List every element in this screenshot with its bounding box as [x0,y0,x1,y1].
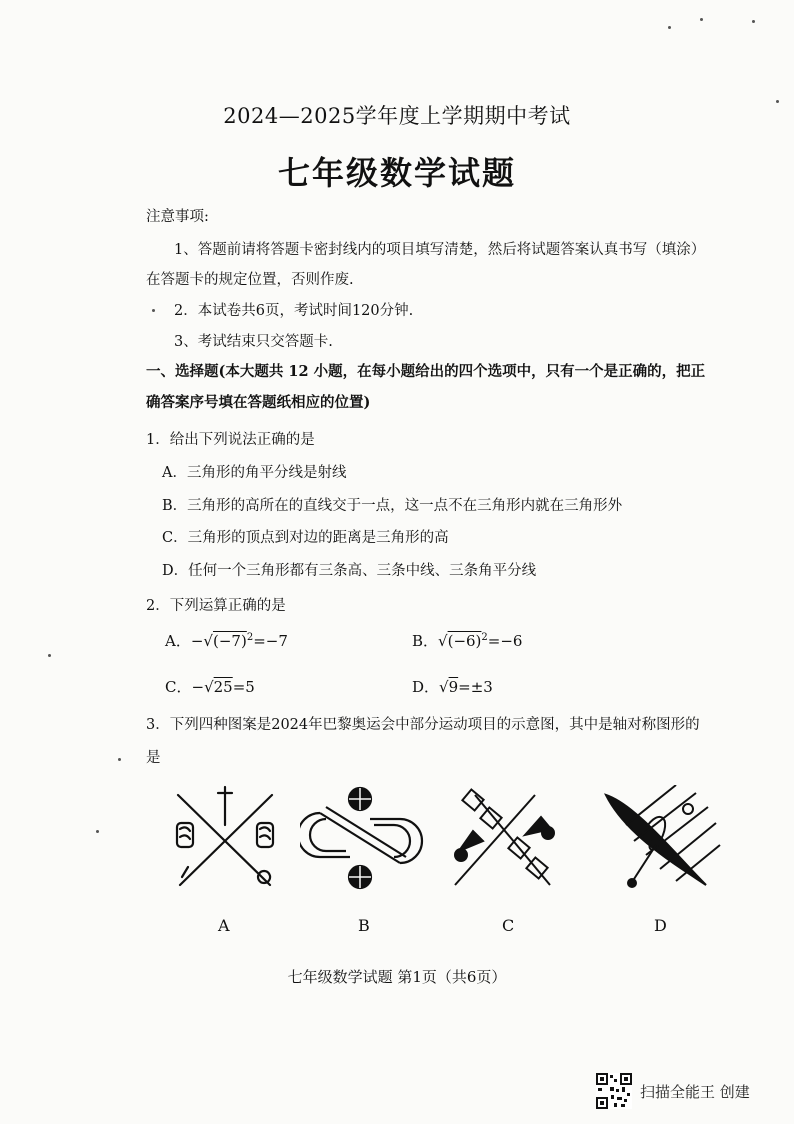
sqrt-icon: √ [438,632,448,650]
q2-b-exponent: 2 [481,632,488,643]
tennis-icon [596,785,726,895]
q2-option-b [412,630,522,651]
scan-speck [752,20,755,23]
subject-title: 七年级数学试题 [277,154,516,192]
scan-speck [700,18,703,21]
figure-c-badminton-icon [445,785,575,895]
scan-speck [48,654,51,657]
q2-option-c [165,676,255,697]
q2-option-a [165,630,288,651]
q3-stem: 3．下列四种图案是2024年巴黎奥运会中部分运动项目的示意图，其中是轴对称图形的 [146,717,700,733]
page-footer: 七年级数学试题 第1页（共6页） [287,968,507,986]
q3-stem-cont: 是 [146,750,161,766]
q1-option-b: B．三角形的高所在的直线交于一点，这一点不在三角形内就在三角形外 [162,498,623,514]
notice-item-2: 2．本试卷共6页，考试时间120分钟. [174,303,414,319]
q2-a-neg: − [190,632,204,650]
q1-option-a: A．三角形的角平分线是射线 [162,465,347,481]
notice-item-1: 1、答题前请将答题卡密封线内的项目填写清楚，然后将试题答案认真书写（填涂） [174,242,706,258]
fencing-icon [160,785,290,895]
q2-option-d [412,676,493,697]
section1-heading-cont: 确答案序号填在答题纸相应的位置) [146,394,371,411]
q2-b-label: B． [412,632,439,650]
figure-d-tennis-icon [596,785,726,895]
figure-a-fencing-icon [160,785,290,895]
notice-item-3: 3、考试结束只交答题卡. [174,334,333,350]
section1-heading: 一、选择题(本大题共 12 小题，在每小题给出的四个选项中，只有一个是正确的，把正 [146,363,706,380]
figure-label-a: A [218,916,230,935]
q2-stem: 2．下列运算正确的是 [146,598,286,614]
q2-d-rhs: =±3 [458,678,493,696]
q2-d-label: D． [412,678,440,696]
q1-option-d: D．任何一个三角形都有三条高、三条中线、三条角平分线 [162,563,537,579]
q2-c-radicand: 25 [213,678,233,696]
scan-speck [668,26,671,29]
q1-stem: 1．给出下列说法正确的是 [146,432,315,448]
sqrt-icon: √ [203,632,213,650]
q2-a-exponent: 2 [246,632,254,643]
qr-code-icon [596,1073,632,1109]
notice-item-1-cont: 在答题卡的规定位置，否则作废. [146,272,354,288]
q2-c-rhs: =5 [232,678,255,696]
q2-b-rhs: =−6 [487,632,523,650]
figure-label-c: C [502,916,515,935]
scan-speck [152,309,155,312]
sqrt-icon: √ [439,678,449,696]
sqrt-icon: √ [204,678,214,696]
basketball-icon [300,785,430,895]
scan-speck [118,758,121,761]
exam-title: 2024—2025学年度上学期期中考试 [223,104,571,128]
scanner-watermark-text: 扫描全能王 创建 [640,1083,750,1101]
q2-a-radicand: (−7) [212,632,247,650]
q2-b-radicand: (−6) [447,632,482,650]
notice-heading: 注意事项: [146,209,209,225]
q1-option-c: C．三角形的顶点到对边的距离是三角形的高 [162,530,449,546]
q2-d-radicand: 9 [448,678,459,696]
q2-c-neg: − [191,678,205,696]
badminton-icon [445,785,575,895]
figure-label-b: B [358,916,370,935]
scan-speck [776,100,779,103]
figure-b-basketball-icon [300,785,430,895]
figure-label-d: D [654,916,667,935]
q2-a-label: A． [165,632,191,650]
q2-a-rhs: =−7 [253,632,288,650]
scan-speck [96,830,99,833]
q2-c-label: C． [165,678,192,696]
